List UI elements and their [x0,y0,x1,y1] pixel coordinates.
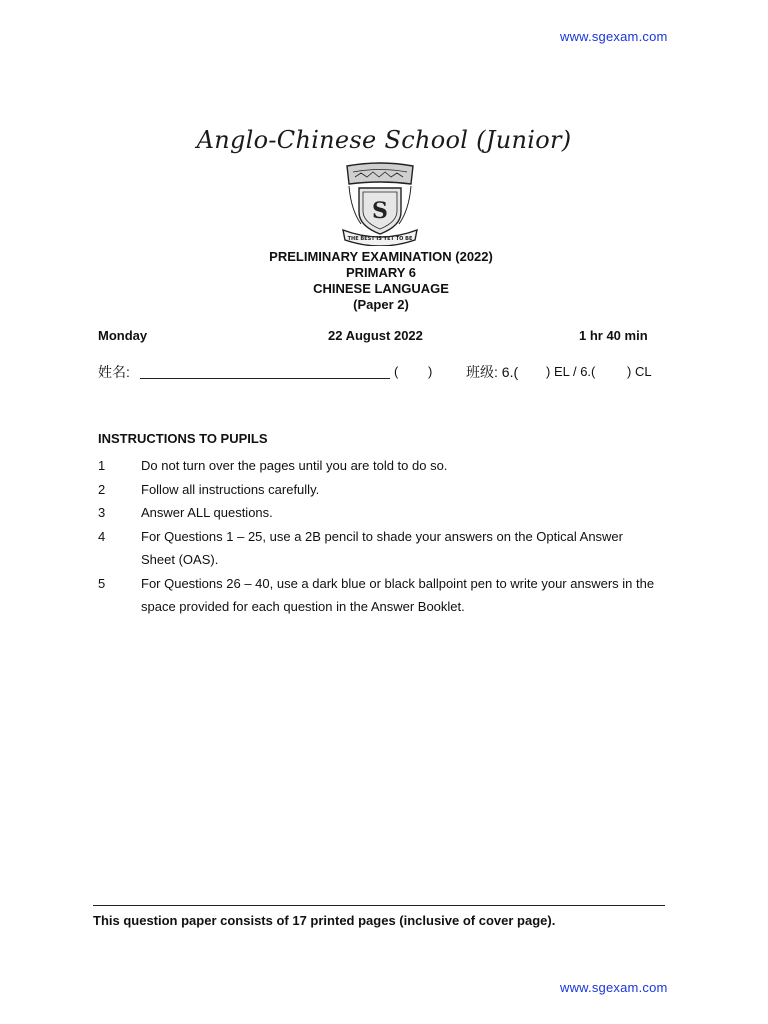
class-cl-label: ) CL [627,364,652,379]
instruction-text: Follow all instructions carefully. [141,481,320,497]
exam-heading [0,249,762,313]
instruction-number: 4 [98,528,106,544]
instructions-title: INSTRUCTIONS TO PUPILS [98,431,268,446]
index-open-bracket: ( [394,364,399,379]
sgexam-link-top[interactable]: www.sgexam.com [560,29,668,44]
exam-title: PRELIMINARY EXAMINATION (2022) [269,249,493,264]
instruction-item [98,501,658,525]
name-label: 姓名: [98,364,130,380]
name-field-line[interactable] [140,378,390,379]
exam-date: 22 August 2022 [328,328,423,343]
school-crest-logo [341,160,419,246]
exam-duration: 1 hr 40 min [579,328,648,343]
instruction-text: Answer ALL questions. [141,505,273,520]
exam-paper: (Paper 2) [353,297,409,312]
page-count-note: This question paper consists of 17 printed pages (inclusive of cover page). [93,913,556,928]
instruction-item [98,478,658,502]
crest-motto: THE BEST IS YET TO BE [347,236,413,242]
instructions-list [98,454,658,619]
instruction-item [98,525,658,572]
class-label: 班级: 6.( [466,364,519,380]
school-name: Anglo-Chinese School (Junior) [196,126,572,154]
instruction-number: 5 [98,575,106,591]
instruction-text: Do not turn over the pages until you are told to do so. [141,458,448,473]
instruction-number: 2 [98,481,106,497]
exam-level: PRIMARY 6 [345,265,417,280]
exam-subject: CHINESE LANGUAGE [313,281,449,296]
sgexam-link-bottom[interactable]: www.sgexam.com [560,980,668,995]
class-el-label: ) EL / 6.( [546,364,596,379]
student-details-row [98,362,668,382]
instruction-item [98,572,658,619]
instruction-number: 3 [98,505,106,520]
exam-day: Monday [98,328,148,343]
instruction-number: 1 [98,458,106,473]
instruction-item [98,454,658,478]
instruction-text: For Questions 1 – 25, use a 2B pencil to shade your answers on the Optical Answer Sheet (OAS). [141,528,623,567]
instruction-text: For Questions 26 – 40, use a dark blue or black ballpoint pen to write your answers in the space provided for each question in the Answer Booklet. [141,575,655,614]
crest-letter: S [372,198,388,224]
footer-divider [93,905,665,906]
index-close-bracket: ) [428,364,433,379]
